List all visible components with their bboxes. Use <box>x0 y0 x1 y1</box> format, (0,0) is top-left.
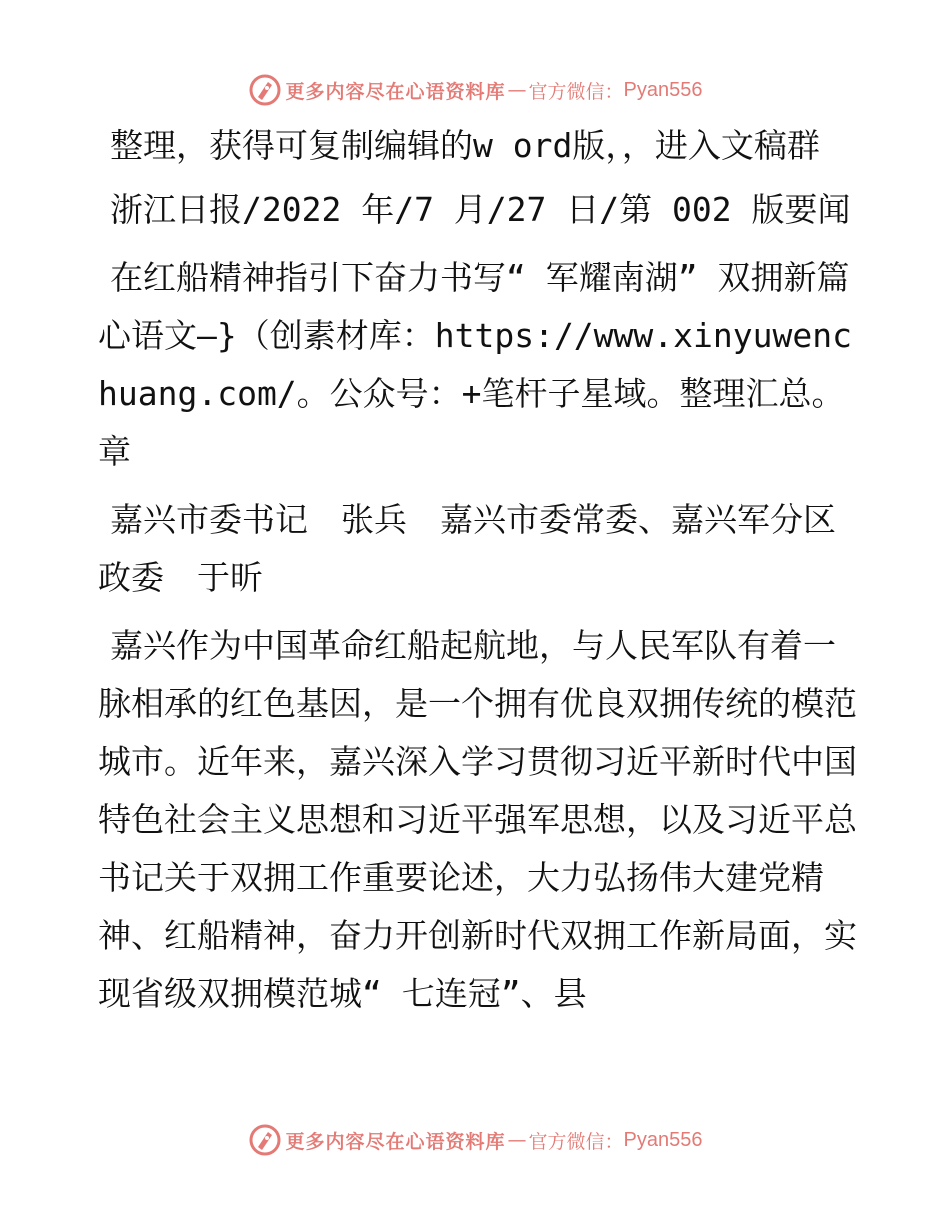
footer-watermark <box>0 1120 950 1160</box>
header-watermark <box>0 70 950 110</box>
pen-nib-logo-icon <box>248 73 282 107</box>
source-line: 浙江日报/2022 年/7 月/27 日/第 002 版要闻 <box>110 190 851 229</box>
watermark-wechat-label: 官方微信： <box>528 80 624 103</box>
intro-paragraph: 整理，获得可复制编辑的w ord版，，进入文稿群 <box>110 126 820 165</box>
author-line: 嘉兴市委书记 张兵 嘉兴市委常委、嘉兴军分区政委 于昕 <box>98 500 836 597</box>
watermark-wechat-id: Pyan556 <box>623 78 703 101</box>
pen-nib-logo-icon <box>248 1123 282 1157</box>
watermark-title: 更多内容尽在心语资料库 <box>285 1130 506 1153</box>
watermark-wechat-id: Pyan556 <box>623 1128 703 1151</box>
watermark-wechat-label: 官方微信： <box>528 1130 624 1153</box>
article-title: 在红船精神指引下奋力书写“ 军耀南湖” 双拥新篇心语文—}（创素材库：https://www.xinyuwenchuang.com/。公众号：+笔杆子星域。整理汇总。章 <box>98 258 852 471</box>
body-paragraph: 嘉兴作为中国革命红船起航地，与人民军队有着一脉相承的红色基因，是一个拥有优良双拥传统的模范城市。近年来，嘉兴深入学习贯彻习近平新时代中国特色社会主义思想和习近平强军思想，以及习近平总书记关于双拥工作重要论述，大力弘扬伟大建党精神、红船精神，奋力开创新时代双拥工作新局面，实现省级双拥模范城“ 七连冠”、县 <box>98 626 857 1013</box>
watermark-dash: — <box>507 1129 527 1151</box>
document-body <box>98 117 858 1033</box>
watermark-title: 更多内容尽在心语资料库 <box>285 80 506 103</box>
watermark-dash: — <box>507 79 527 101</box>
